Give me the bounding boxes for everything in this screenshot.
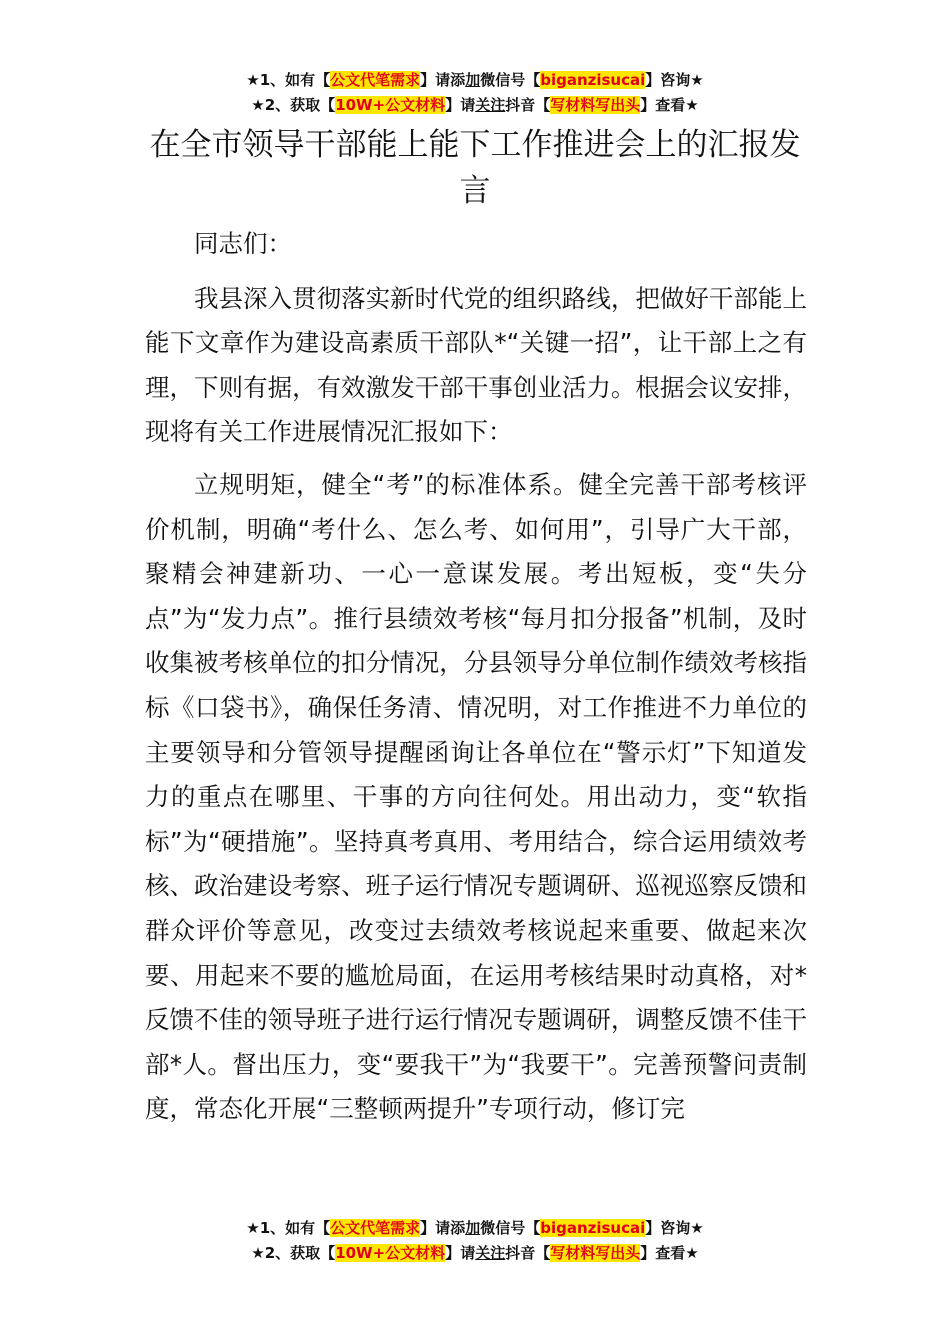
banner-highlight-douyin: 写材料写出头 [550, 1244, 641, 1262]
document-title: 在全市领导干部能上能下工作推进会上的汇报发言 [149, 127, 801, 209]
header-banner [0, 68, 950, 118]
banner-line-2: ★2、获取【10W+公文材料】请关注抖音【写材料写出头】查看★ [251, 1244, 699, 1262]
paragraph-intro: 我县深入贯彻落实新时代党的组织路线，把做好干部能上能下文章作为建设高素质干部队*“关键一招”，让干部上之有理，下则有据，有效激发干部干事创业活力。根据会议安排，现将有关工作进展情况汇报如下： [145, 283, 807, 447]
banner-highlight: 公文代笔需求 [330, 71, 421, 89]
footer-banner [0, 1216, 950, 1266]
banner-highlight: 10W+公文材料 [335, 1244, 446, 1262]
banner-line-1: ★1、如有【公文代笔需求】请添加微信号【biganzisucai】咨询★ [246, 1219, 704, 1237]
document-body [145, 222, 807, 1140]
greeting: 同志们： [194, 229, 292, 258]
banner-highlight-douyin: 写材料写出头 [550, 96, 641, 114]
banner-line-2: ★2、获取【10W+公文材料】请关注抖音【写材料写出头】查看★ [251, 96, 699, 114]
paragraph-standards: 立规明矩，健全“考”的标准体系。健全完善干部考核评价机制，明确“考什么、怎么考、如何用”，引导广大干部，聚精会神建新功、一心一意谋发展。考出短板，变“失分点”为“发力点”。推行县绩效考核“每月扣分报备”机制，及时收集被考核单位的扣分情况，分县领导分单位制作绩效考核指标《口袋书》，确保任务清、情况明，对工作推进不力单位的主要领导和分管领导提醒函询让各单位在“警示灯”下知道发力的重点在哪里、干事的方向往何处。用出动力，变“软指标”为“硬措施”。坚持真考真用、考用结合，综合运用绩效考核、政治建设考察、班子运行情况专题调研、巡视巡察反馈和群众评价等意见，改变过去绩效考核说起来重要、做起来次要、用起来不要的尴尬局面，在运用考核结果时动真格，对*反馈不佳的领导班子进行运行情况专题调研，调整反馈不佳干部*人。督出压力，变“要我干”为“我要干”。完善预警问责制度，常态化开展“三整顿两提升”专项行动，修订完 [145, 469, 807, 1124]
banner-highlight-wechat: biganzisucai [540, 1219, 646, 1237]
banner-line-1: ★1、如有【公文代笔需求】请添加微信号【biganzisucai】咨询★ [246, 71, 704, 89]
banner-highlight: 公文代笔需求 [330, 1219, 421, 1237]
banner-highlight: 10W+公文材料 [335, 96, 446, 114]
banner-highlight-wechat: biganzisucai [540, 71, 646, 89]
